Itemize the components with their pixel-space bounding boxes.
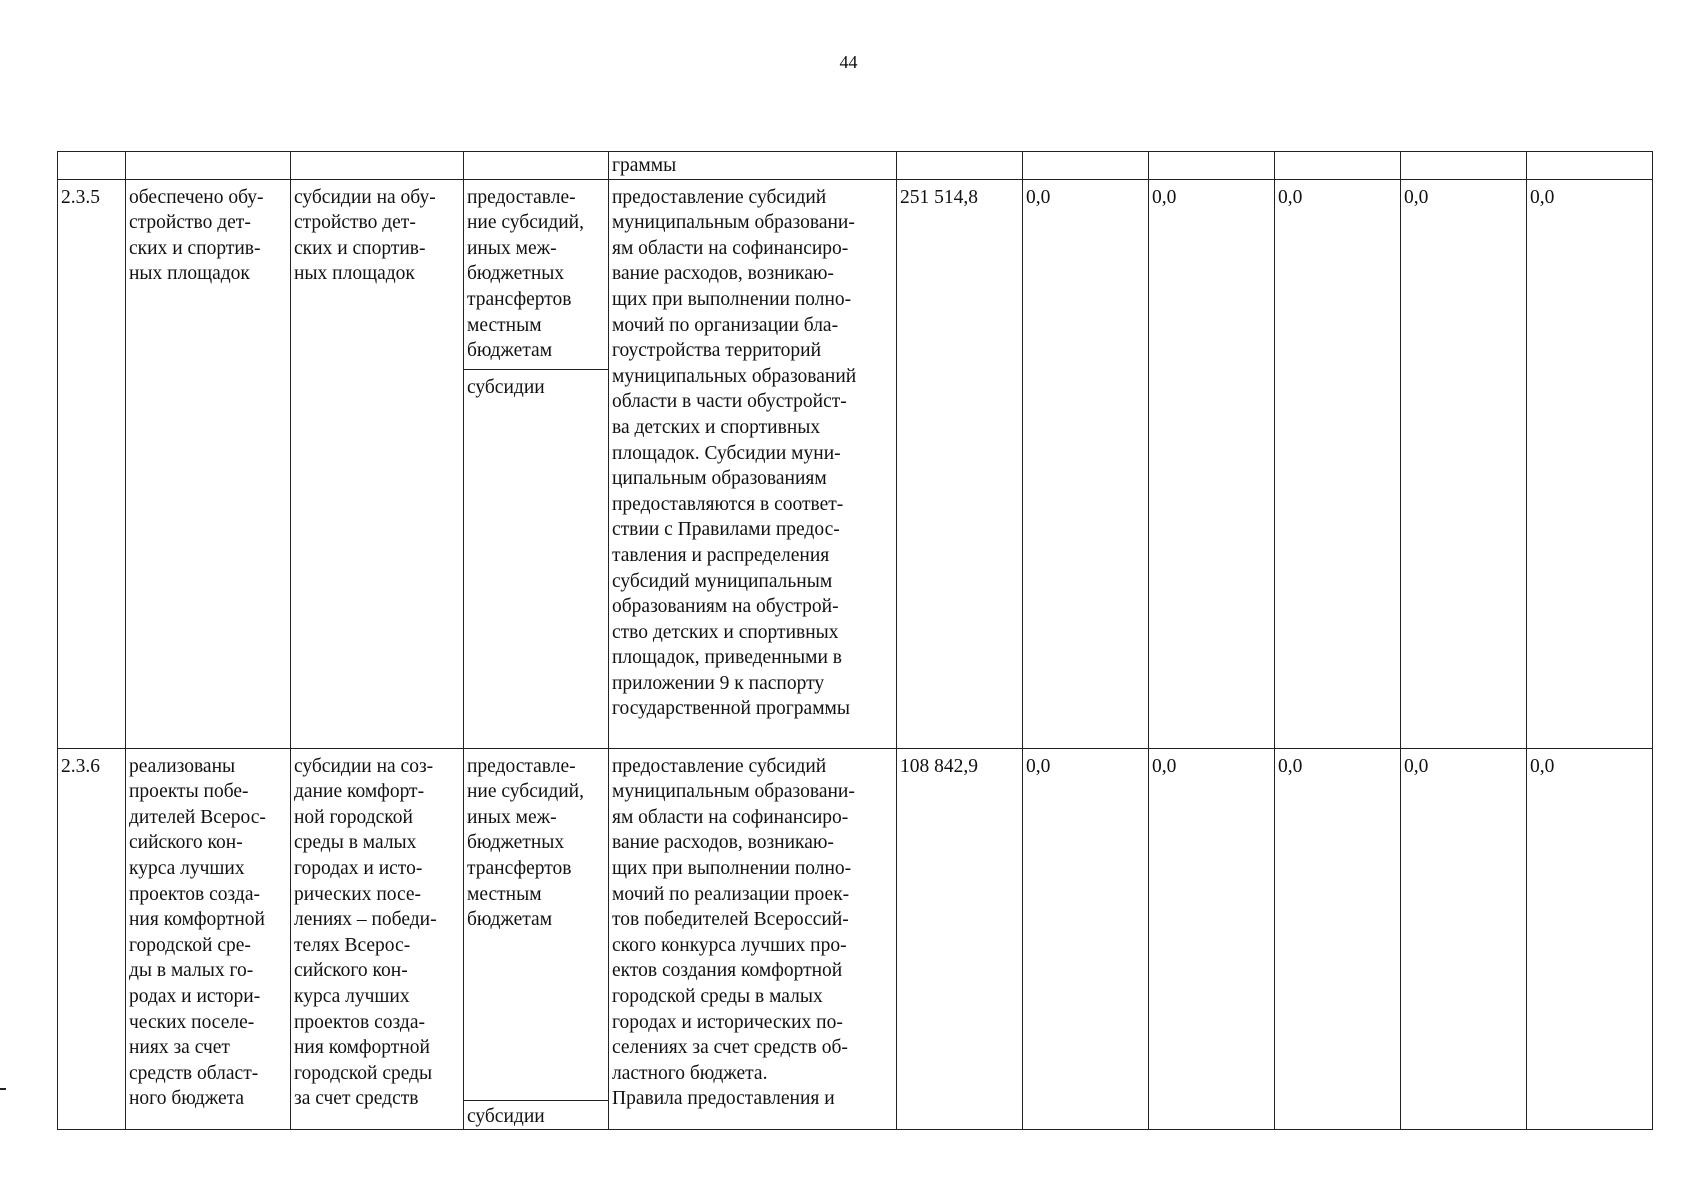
amount-cell: 0,0 (1401, 179, 1527, 748)
amount-cell: 251 514,8 (897, 179, 1023, 748)
amount-cell: 108 842,9 (897, 748, 1023, 1130)
expected-result-cell: обеспечено обу- стройство дет- ских и спортив- ных площадок (126, 179, 291, 748)
amount-cell: 0,0 (1275, 748, 1401, 1130)
table-row (58, 748, 1653, 1100)
description-cell: граммы (609, 152, 897, 180)
amount-cell: 0,0 (1401, 748, 1527, 1130)
measure-type-subcell: субсидии (464, 369, 609, 748)
measure-type-subcell: субсидии (464, 1100, 609, 1130)
table-cell (1149, 152, 1275, 180)
description-cell: предоставление субсидий муниципальным образовани- ям области на софинансиро- вание расходов, возникаю- щих при выполнении полно- мочий по реализации проек- тов победителей Всероссий- ского конкурса лучших про- ектов создания комфортной городской среды в малых городах и исторических по- селениях за счет средств об- ластного бюджета. Правила предоставления и (609, 748, 897, 1130)
margin-mark (0, 1088, 6, 1090)
amount-cell: 0,0 (1275, 179, 1401, 748)
table-cell (126, 152, 291, 180)
table-row (58, 179, 1653, 369)
table-cell (464, 152, 609, 180)
description-cell: предоставление субсидий муниципальным образовани- ям области на софинансиро- вание расходов, возникаю- щих при выполнении полно- мочий по организации бла- гоустройства территорий муниципальных образований области в части обустройст- ва детских и спортивных площадок. Субсидии муни- ципальным образованиям предоставляются в соответ- ствии с Правилами предос- тавления и распределения субсидий муниципальным образованиям на обустрой- ство детских и спортивных площадок, приведенными в приложении 9 к паспорту государственной программы (609, 179, 897, 748)
amount-cell: 0,0 (1149, 179, 1275, 748)
measure-name-cell: субсидии на обу- стройство дет- ских и спортив- ных площадок (291, 179, 464, 748)
table-cell (291, 152, 464, 180)
item-number: 2.3.5 (58, 179, 126, 748)
amount-cell: 0,0 (1149, 748, 1275, 1130)
measure-type-cell: предоставле- ние субсидий, иных меж- бюджетных трансфертов местным бюджетам (464, 179, 609, 369)
table-cell (58, 152, 126, 180)
table-row (58, 152, 1653, 180)
program-measures-table (57, 151, 1653, 1130)
amount-cell: 0,0 (1527, 748, 1653, 1130)
amount-cell: 0,0 (1527, 179, 1653, 748)
table-cell (1023, 152, 1149, 180)
measure-name-cell: субсидии на соз- дание комфорт- ной городской среды в малых городах и исто- рических посе- лениях – победи- телях Всерос- сийского кон- курса лучших проектов созда- ния комфортной городской среды за счет средств (291, 748, 464, 1130)
page-number: 44 (839, 52, 858, 72)
table-cell (1527, 152, 1653, 180)
amount-cell: 0,0 (1023, 748, 1149, 1130)
table-cell (1401, 152, 1527, 180)
expected-result-cell: реализованы проекты побе- дителей Всерос- сийского кон- курса лучших проектов созда- ния комфортной городской сре- ды в малых го- родах и истори- ческих поселе- ниях за счет средств област- ного бюджета (126, 748, 291, 1130)
table-cell (897, 152, 1023, 180)
item-number: 2.3.6 (58, 748, 126, 1130)
measure-type-cell: предоставле- ние субсидий, иных меж- бюджетных трансфертов местным бюджетам (464, 748, 609, 1100)
amount-cell: 0,0 (1023, 179, 1149, 748)
table-cell (1275, 152, 1401, 180)
